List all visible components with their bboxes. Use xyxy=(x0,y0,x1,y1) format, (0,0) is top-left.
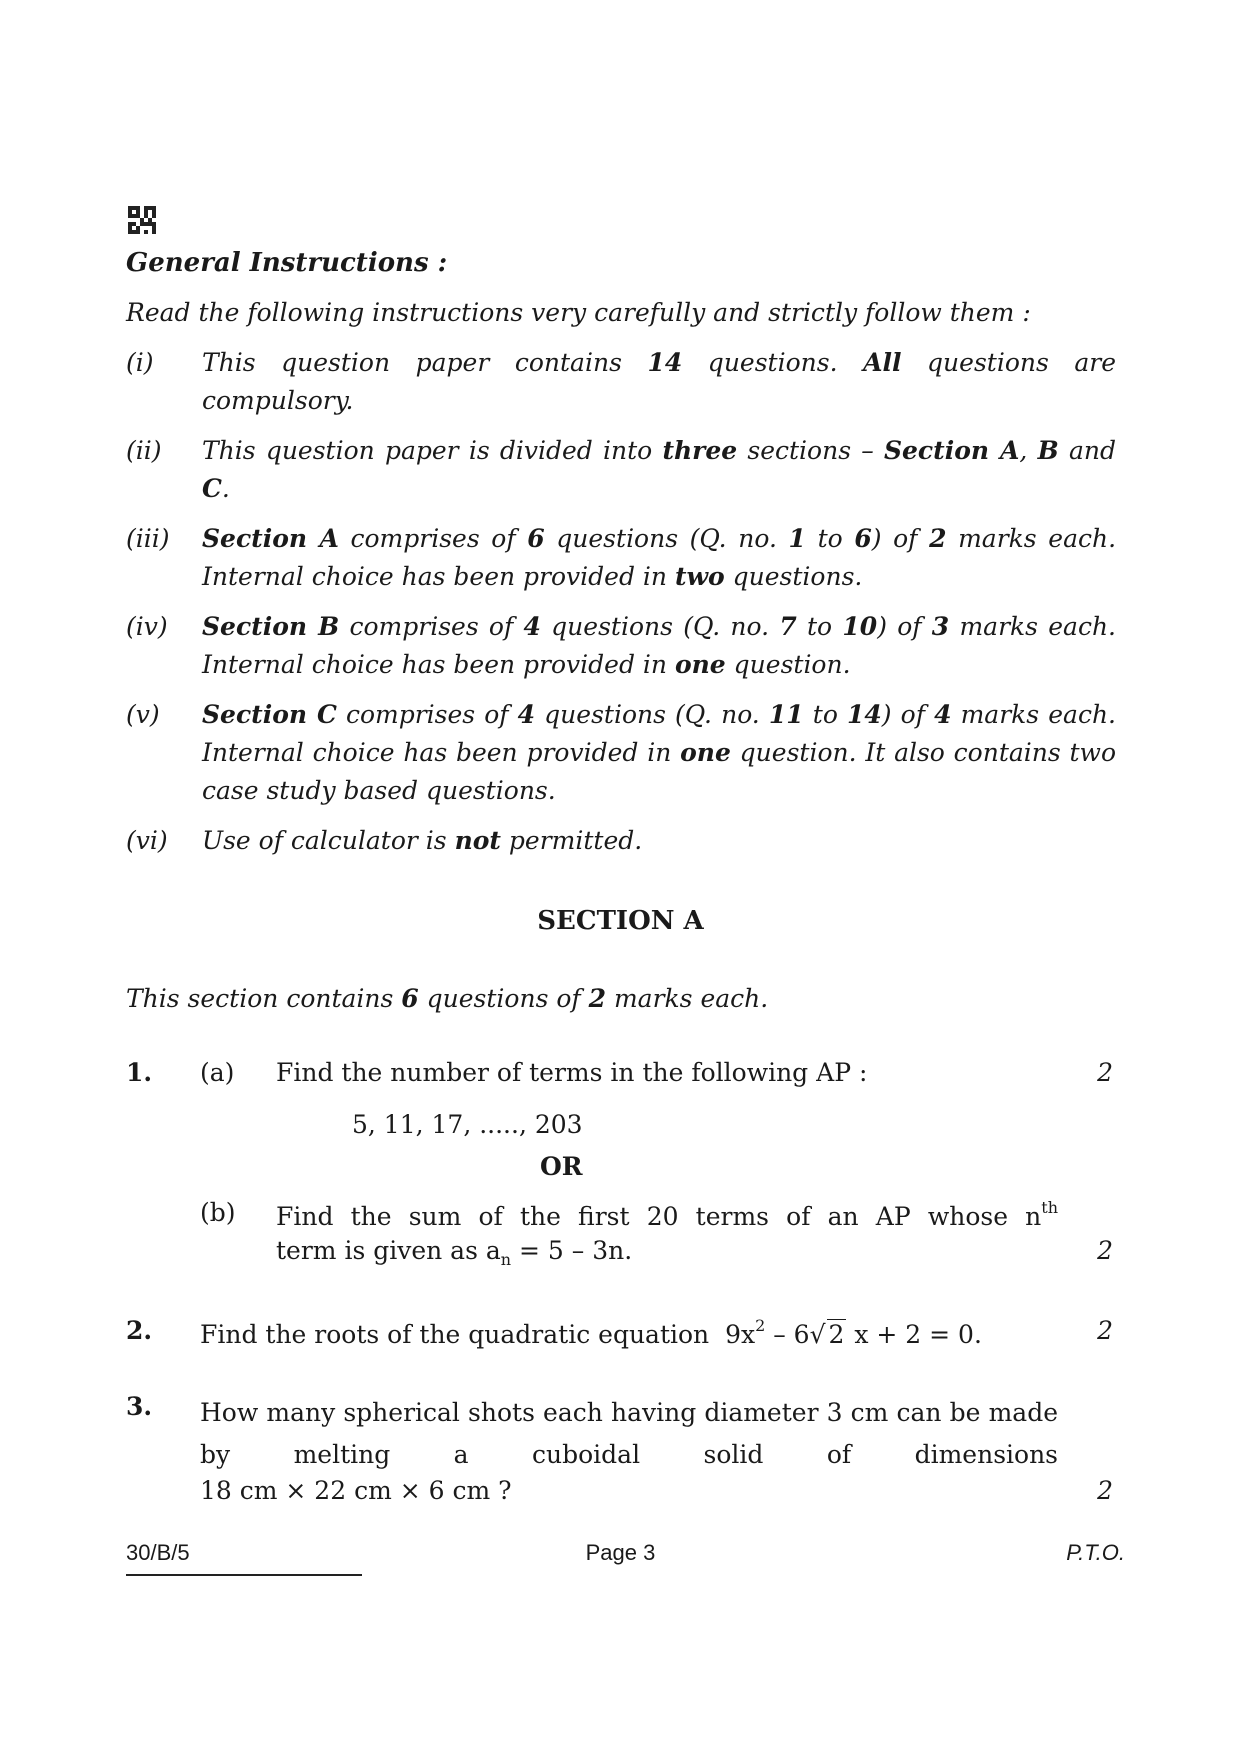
question-text: term is given as $a_n = 5 - 3n$. xyxy=(276,1236,633,1269)
instruction-number: (iii) xyxy=(126,524,170,553)
question-part-label: (b) xyxy=(200,1198,236,1227)
quadratic-equation: $9x^2 - 6√$ 2 x + 2 = 0. xyxy=(725,1316,982,1349)
paper-code: 30/B/5 xyxy=(126,1540,190,1565)
instruction-text: This question paper contains 14 questions. All questions are compulsory. xyxy=(202,348,1117,415)
section-a-title: SECTION A xyxy=(537,906,704,936)
question-text: Find the sum of the first 20 terms of an AP whose $n^{th}$ xyxy=(276,1198,1058,1231)
sqrt-symbol: √ xyxy=(809,1320,826,1349)
question-marks: 2 xyxy=(1097,1058,1113,1087)
footer-divider xyxy=(126,1574,362,1576)
page-number: Page 3 xyxy=(585,1540,656,1565)
or-separator: OR xyxy=(540,1152,583,1181)
question-number: 2. xyxy=(126,1316,153,1345)
general-instructions-heading: General Instructions : xyxy=(126,248,448,278)
question-text: Find the roots of the quadratic equation $9x^2 - 6√$ 2 x + 2 = 0. xyxy=(200,1316,982,1349)
question-marks: 2 xyxy=(1097,1236,1113,1265)
question-part-label: (a) xyxy=(200,1058,235,1087)
question-text: Find the number of terms in the following AP : xyxy=(276,1058,868,1087)
instruction-text: Section B comprises of 4 questions (Q. no. 7 to 10) of 3 marks each. Internal choice has been provided in one question. xyxy=(202,612,1117,679)
instruction-text: Use of calculator is not permitted. xyxy=(202,826,643,855)
instructions-intro: Read the following instructions very carefully and strictly follow them : xyxy=(126,298,1031,327)
question-marks: 2 xyxy=(1097,1476,1113,1505)
please-turn-over: P.T.O. xyxy=(1066,1540,1125,1565)
section-a-description: This section contains 6 questions of 2 marks each. xyxy=(126,984,769,1013)
instruction-number: (iv) xyxy=(126,612,168,641)
question-marks: 2 xyxy=(1097,1316,1113,1345)
instruction-text: This question paper is divided into three sections – Section A, B and C. xyxy=(202,436,1116,503)
instruction-text: Section C comprises of 4 questions (Q. no. 11 to 14) of 4 marks each. Internal choice has been provided in one question. It also contains two case study based questions. xyxy=(202,700,1116,805)
instruction-number: (i) xyxy=(126,348,154,377)
question-number: 3. xyxy=(126,1392,153,1421)
instruction-number: (v) xyxy=(126,700,160,729)
instruction-number: (ii) xyxy=(126,436,162,465)
instruction-number: (vi) xyxy=(126,826,168,855)
instruction-text: Section A comprises of 6 questions (Q. no. 1 to 6) of 2 marks each. Internal choice has been provided in two questions. xyxy=(202,524,1117,591)
qr-code-icon xyxy=(128,206,156,234)
question-text: How many spherical shots each having diameter 3 cm can be made by melting a cuboidal solid of dimensions xyxy=(200,1398,1058,1469)
question-text: 18 cm × 22 cm × 6 cm ? xyxy=(200,1476,512,1505)
question-number: 1. xyxy=(126,1058,153,1087)
ap-sequence: 5, 11, 17, ....., 203 xyxy=(352,1110,583,1139)
